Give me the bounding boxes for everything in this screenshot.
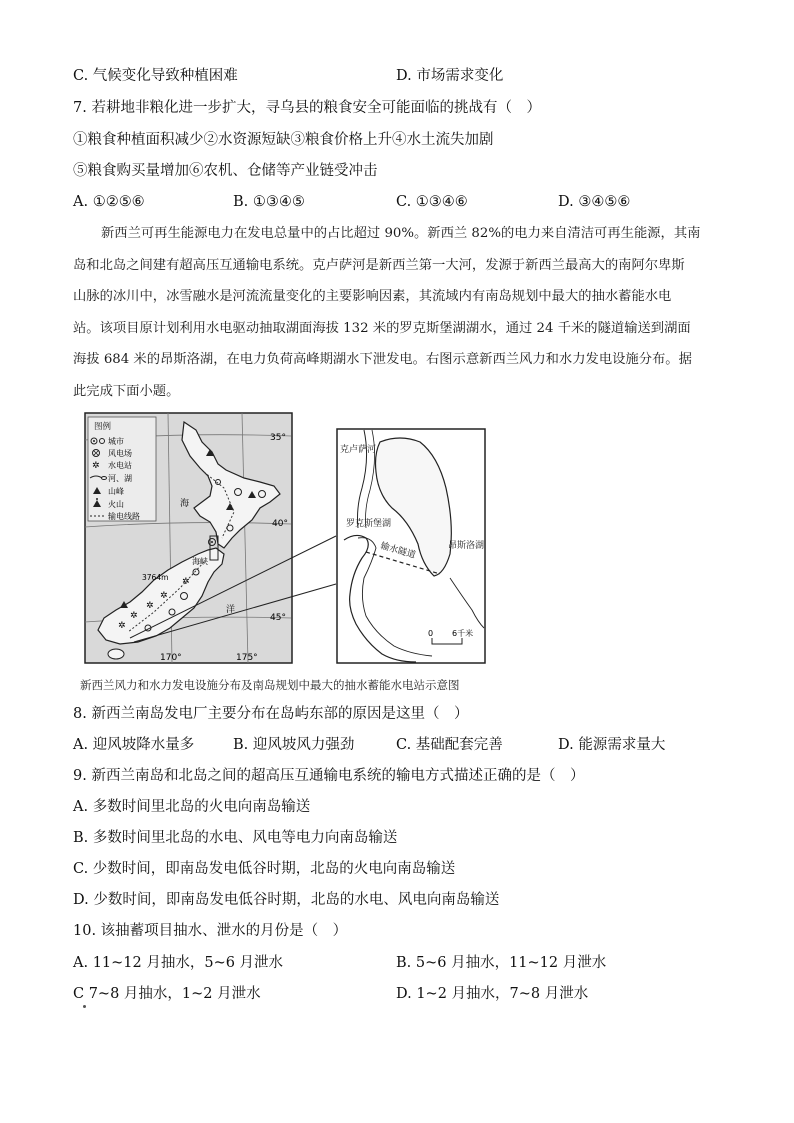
lat-40-label: 40°	[272, 519, 288, 529]
svg-text:✲: ✲	[160, 591, 168, 601]
q8-stem: 8. 新西兰南岛发电厂主要分布在岛屿东部的原因是这里（ ）	[73, 706, 469, 722]
q8-option-c: C. 基础配套完善	[396, 737, 503, 753]
q10-option-d: D. 1~2 月抽水，7~8 月泄水	[396, 986, 589, 1002]
lon-170-label: 170°	[160, 653, 182, 663]
q8-option-d: D. 能源需求量大	[558, 737, 666, 753]
q9-stem: 9. 新西兰南岛和北岛之间的超高压互通输电系统的输电方式描述正确的是（ ）	[73, 768, 585, 784]
figure-caption: 新西兰风力和水力发电设施分布及南岛规划中最大的抽水蓄能水电站示意图	[80, 678, 460, 692]
q7-option-b: B. ①③④⑤	[233, 194, 305, 210]
passage-line: 新西兰可再生能源电力在发电总量中的占比超过 90%。新西兰 82%的电力来自清洁可再生能源，其南	[101, 226, 701, 241]
q7-option-c: C. ①③④⑥	[396, 194, 468, 210]
svg-text:✲: ✲	[182, 577, 190, 587]
q10-stem: 10. 该抽蓄项目抽水、泄水的月份是（ ）	[73, 923, 348, 939]
legend-peak: 山峰	[108, 487, 124, 496]
ocean-label: 洋	[226, 605, 236, 615]
inset-tunnel-label: 输水隧道	[379, 541, 417, 561]
passage-line: 岛和北岛之间建有超高压互通输电系统。克卢萨河是新西兰第一大河，发源于新西兰最高大的南阿尔卑斯	[73, 257, 685, 273]
legend-line: 输电线路	[108, 512, 140, 521]
passage	[73, 218, 723, 407]
inset-map	[336, 428, 486, 664]
q6-option-d: D. 市场需求变化	[396, 68, 504, 84]
peak-label: 3764m	[142, 573, 169, 582]
q10-option-a: A. 11~12 月抽水，5~6 月泄水	[73, 955, 284, 971]
q6-option-c: C. 气候变化导致种植困难	[73, 68, 238, 84]
q9-option-c: C. 少数时间，即南岛发电低谷时期，北岛的火电向南岛输送	[73, 861, 456, 877]
legend-title: 图例	[94, 422, 112, 432]
scale-zero: 0	[428, 629, 434, 638]
inset-lake1-label: 罗克斯堡湖	[346, 519, 392, 529]
inset-lake2-label: 昂斯洛湖	[448, 541, 485, 551]
q9-option-d: D. 少数时间，即南岛发电低谷时期，北岛的水电、风电向南岛输送	[73, 892, 500, 908]
q9-option-a: A. 多数时间里北岛的火电向南岛输送	[73, 799, 311, 815]
passage-line: 山脉的冰川中，冰雪融水是河流流量变化的主要影响因素，其流域内有南岛规划中最大的抽水蓄能水电	[73, 289, 672, 304]
passage-line: 此完成下面小题。	[73, 383, 180, 399]
q7-option-a: A. ①②⑤⑥	[73, 194, 145, 210]
legend-hydro: 水电站	[108, 461, 132, 470]
scan-speck	[83, 1005, 86, 1008]
scale-end: 6千米	[452, 629, 474, 638]
svg-text:✲: ✲	[146, 601, 154, 611]
passage-line: 海拔 684 米的昂斯洛湖，在电力负荷高峰期湖水下泄发电。右图示意新西兰风力和水力发电设施分布。据	[73, 352, 692, 367]
q10-option-b: B. 5~6 月抽水，11~12 月泄水	[396, 955, 607, 971]
legend-city: 城市	[108, 437, 124, 446]
q9-option-b: B. 多数时间里北岛的水电、风电等电力向南岛输送	[73, 830, 398, 846]
q7-items-line1: ①粮食种植面积减少②水资源短缺③粮食价格上升④水土流失加剧	[73, 132, 494, 148]
legend-volcano: 火山	[108, 500, 124, 509]
q8-option-a: A. 迎风坡降水量多	[73, 737, 195, 753]
sea-label: 海	[180, 499, 190, 509]
q7-items-line2: ⑤粮食购买量增加⑥农机、仓储等产业链受冲击	[73, 163, 378, 179]
lon-175-label: 175°	[236, 653, 258, 663]
lat-45-label: 45°	[270, 613, 286, 623]
hydro-icon: ✲	[92, 461, 100, 471]
lat-35-label: 35°	[270, 433, 286, 443]
strait-label: 海峡	[192, 557, 208, 566]
q8-option-b: B. 迎风坡风力强劲	[233, 737, 355, 753]
q7-option-d: D. ③④⑤⑥	[558, 194, 631, 210]
svg-text:✲: ✲	[118, 621, 126, 631]
inset-river-label: 克卢萨河	[340, 445, 377, 455]
q7-stem: 7. 若耕地非粮化进一步扩大，寻乌县的粮食安全可能面临的挑战有（ ）	[73, 100, 541, 116]
legend-river: 河、湖	[108, 474, 132, 483]
legend-wind: 风电场	[108, 449, 132, 458]
q10-option-c: C 7~8 月抽水，1~2 月泄水	[73, 986, 261, 1002]
passage-line: 站。该项目原计划利用水电驱动抽取湖面海拔 132 米的罗克斯堡湖湖水，通过 24 千米的隧道输送到湖面	[73, 320, 691, 336]
svg-text:✲: ✲	[130, 611, 138, 621]
